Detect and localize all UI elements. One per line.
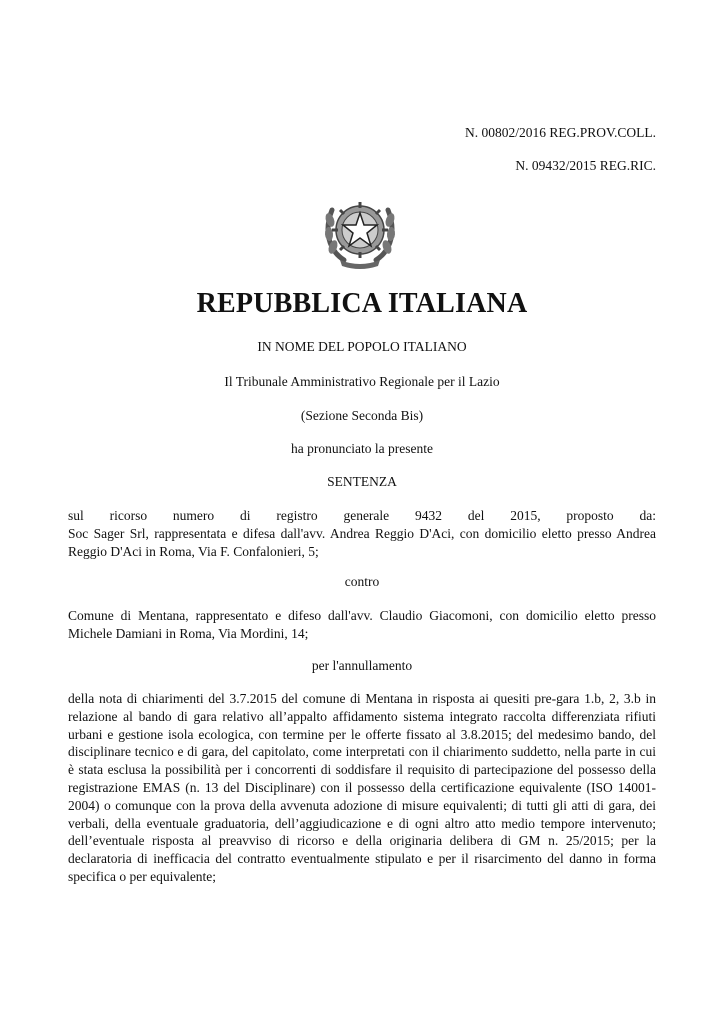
pronunciato-line: ha pronunciato la presente — [290, 441, 434, 456]
ricorso-rest: Soc Sager Srl, rappresentata e difesa dall'avv. Andrea Reggio D'Aci, con domicilio eletto presso Andrea Reggio D'Aci in Roma, Via F. Confalonieri, 5; — [68, 525, 656, 559]
reg-ric-number: N. 09432/2015 REG.RIC. — [515, 158, 656, 173]
sentenza-heading: SENTENZA — [327, 474, 397, 489]
in-nome-line: IN NOME DEL POPOLO ITALIANO — [257, 339, 467, 354]
nota-paragraph: della nota di chiarimenti del 3.7.2015 del comune di Mentana in risposta ai quesiti pre-gara 1.b, 2, 3.b in relazione al bando di gara relativo all’appalto affidamento sistema integrato raccolta differenziata rifiuti urbani e gestione isola ecologica, con termine per le offerte fissato al 3.8.2015; del medesimo bando, del disciplinare tecnico e di gara, del capitolato, come interpretati con il chiarimento suddetto, nella parte in cui è stata esclusa la possibilità per i concorrenti di soddisfare il requisito di partecipazione del possesso della registrazione EMAS (n. 13 del Disciplinare) con il possesso della certificazione equivalente (ISO 14001-2004) o comunque con la prova della avvenuta adozione di misure equivalenti; di tutti gli atti di gara, dei verbali, della eventuale graduatoria, dell’aggiudicazione e di ogni altro atto medio tempore intervenuto; dell’eventuale risposta al preavviso di ricorso e della originaria delibera di GM n. 25/2015; per la declaratoria di inefficacia del contratto eventualmente stipulato e per il risarcimento del danno in forma specifica o per equivalente; — [68, 691, 656, 884]
per-annullamento-line: per l'annullamento — [311, 658, 413, 673]
comune-paragraph: Comune di Mentana, rappresentato e difeso dall'avv. Claudio Giacomoni, con domicilio eletto presso Michele Damiani in Roma, Via Mordini, 14; — [68, 608, 656, 641]
sezione-line: (Sezione Seconda Bis) — [300, 408, 424, 423]
reg-prov-coll-number: N. 00802/2016 REG.PROV.COLL. — [464, 125, 656, 140]
page-title: REPUBBLICA ITALIANA — [196, 288, 528, 319]
contro-line: contro — [344, 574, 380, 589]
tribunale-line: Il Tribunale Amministrativo Regionale per il Lazio — [224, 374, 500, 389]
ricorso-first-line: sul ricorso numero di registro generale 9432 del 2015, proposto da: — [68, 508, 656, 523]
emblem-of-italy-icon — [322, 190, 398, 270]
ricorso-paragraph — [68, 507, 656, 560]
